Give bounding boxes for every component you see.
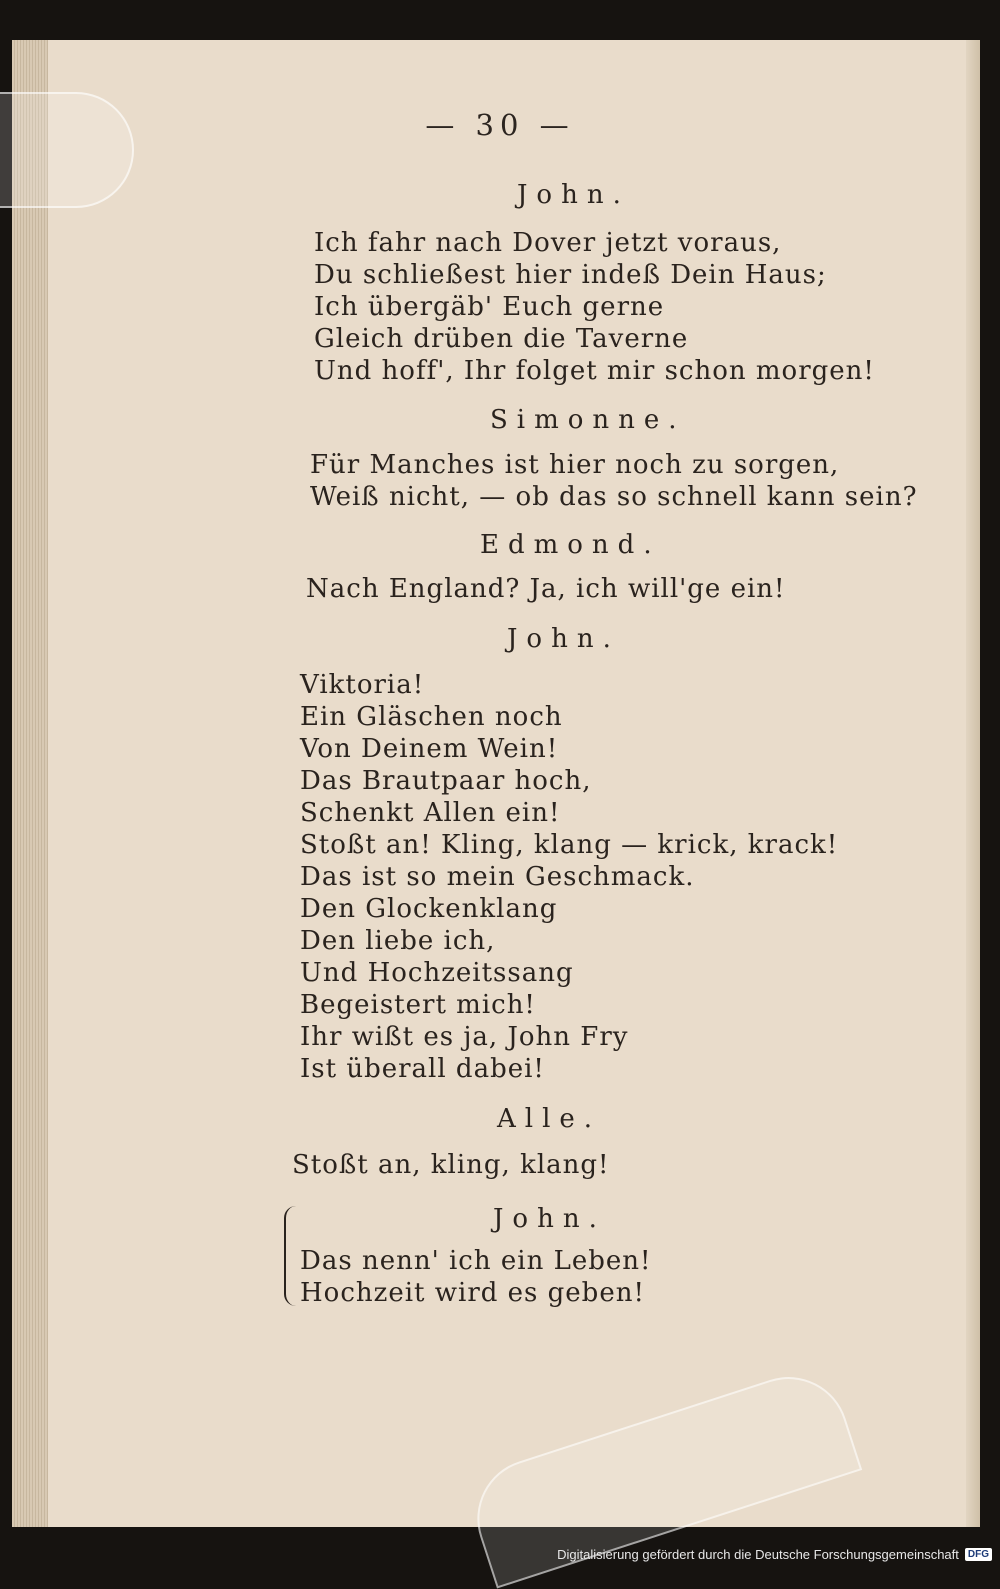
speaker-alle: Alle. (497, 1104, 602, 1134)
verse-line: Gleich drüben die Taverne (314, 324, 689, 354)
page-number: — 30 — (425, 108, 575, 142)
speaker-simonne: Simonne. (490, 405, 686, 435)
footer-text: Digitalisierung gefördert durch die Deutsche Forschungsgemeinschaft (557, 1546, 959, 1562)
dfg-logo: DFG (965, 1548, 992, 1561)
verse-line: Ein Gläschen noch (300, 702, 563, 732)
verse-line: Stoßt an! Kling, klang — krick, krack! (300, 830, 839, 860)
speaker-john-3: John. (493, 1204, 606, 1234)
verse-line: Das ist so mein Geschmack. (300, 862, 695, 892)
page-right-edge (966, 40, 980, 1527)
verse-line: Ich fahr nach Dover jetzt voraus, (314, 228, 782, 258)
verse-line: Weiß nicht, — ob das so schnell kann sein? (310, 482, 918, 512)
verse-line: Ihr wißt es ja, John Fry (300, 1022, 629, 1052)
verse-line: Viktoria! (300, 670, 425, 700)
verse-line: Den liebe ich, (300, 926, 496, 956)
footer-credit (557, 1543, 992, 1565)
verse-line: Schenkt Allen ein! (300, 798, 561, 828)
verse-line: Und hoff', Ihr folget mir schon morgen! (314, 356, 875, 386)
verse-line: Und Hochzeitssang (300, 958, 574, 988)
verse-line: Du schließest hier indeß Dein Haus; (314, 260, 827, 290)
verse-line: Ich übergäb' Euch gerne (314, 292, 665, 322)
speaker-edmond: Edmond. (480, 530, 661, 560)
verse-line: Von Deinem Wein! (300, 734, 559, 764)
verse-line: Für Manches ist hier noch zu sorgen, (310, 450, 840, 480)
speaker-john-2: John. (507, 624, 620, 654)
verse-line: Hochzeit wird es geben! (300, 1278, 645, 1308)
verse-line: Das nenn' ich ein Leben! (300, 1246, 652, 1276)
page-edges (12, 40, 48, 1527)
verse-line: Begeistert mich! (300, 990, 536, 1020)
verse-line: Stoßt an, kling, klang! (292, 1150, 610, 1180)
verse-line: Ist überall dabei! (300, 1054, 545, 1084)
verse-line: Das Brautpaar hoch, (300, 766, 592, 796)
verse-line: Nach England? Ja, ich will'ge ein! (306, 574, 786, 604)
brace-bracket (284, 1206, 296, 1306)
speaker-john-1: John. (517, 180, 630, 210)
verse-line: Den Glockenklang (300, 894, 558, 924)
